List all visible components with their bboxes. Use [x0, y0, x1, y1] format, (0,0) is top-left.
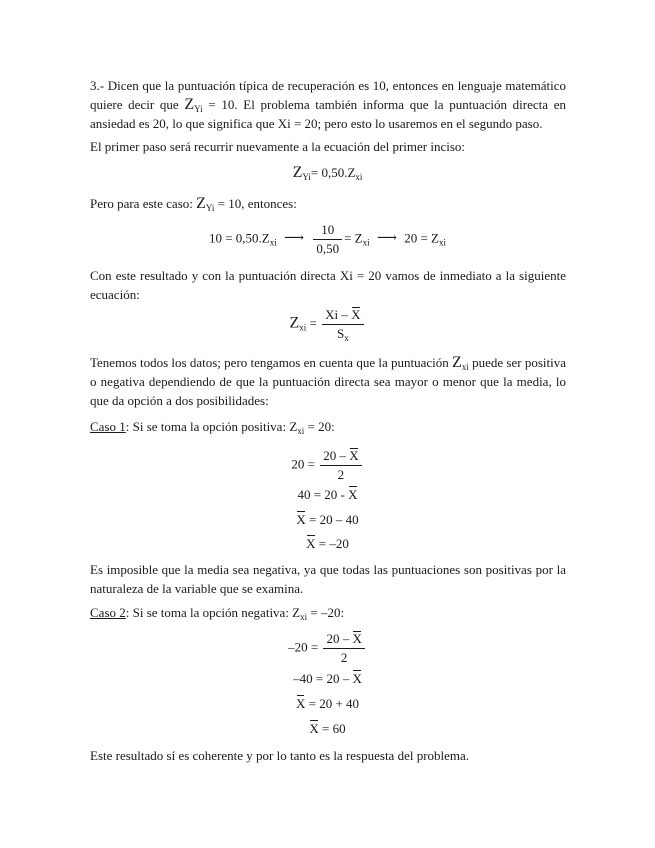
case-2-sub: xi: [300, 612, 308, 622]
paragraph-first-step: [90, 137, 566, 156]
equation-3: [0, 306, 655, 343]
case-2-l2-xbar: X: [352, 671, 362, 686]
case-2-line-2: [0, 669, 655, 688]
paragraph-conclusion: [90, 746, 566, 765]
case-2-line-1: [0, 630, 655, 667]
paragraph-this-case: [90, 194, 566, 213]
arrow-right-icon: ⟶: [376, 231, 397, 247]
data-z-sub: xi: [461, 362, 469, 372]
eq3-equals: =: [306, 315, 321, 331]
case-1-l2: 40 = 20 -: [297, 487, 349, 502]
case-1-l4: = –20: [315, 536, 349, 551]
z-subscript: Yi: [194, 104, 203, 114]
case-1-l2-xbar: X: [348, 487, 358, 502]
intro-text-b: . El problema también informa que la puntuación directa en ansiedad es 20, lo que significa que Xi = 20; pero esto lo usaremos en el segundo paso.: [90, 97, 566, 131]
first-step-text: El primer paso será recurrir nuevamente a la ecuación del primer inciso:: [90, 139, 466, 154]
equation-2: [0, 221, 655, 258]
eq2-sub1: xi: [269, 237, 277, 248]
eq3-denominator: [322, 325, 363, 343]
this-case-z-sub: Yi: [205, 203, 215, 213]
paragraph-next-equation: [90, 266, 566, 304]
case-1-l1-left: 20 =: [291, 456, 319, 472]
eq3-den-sub: x: [344, 333, 349, 343]
paragraph-data: [90, 353, 566, 410]
paragraph-impossible: [90, 560, 566, 598]
case-1-l4-xbar: X: [306, 536, 316, 551]
case-1-fraction: [320, 447, 361, 484]
case-1-xbar: X: [349, 448, 359, 463]
conclusion-text: Este resultado sí es coherente y por lo tanto es la respuesta del problema.: [90, 748, 470, 763]
paragraph-intro: [90, 76, 566, 133]
eq2-mid: = Z: [344, 230, 363, 246]
case-1-l3-xbar: X: [296, 512, 306, 527]
eq2-numerator: 10: [313, 221, 342, 240]
case-2-fraction: [323, 630, 364, 667]
this-case-z: Z: [196, 195, 206, 212]
this-case-text-b: = 10, entonces:: [214, 196, 297, 211]
eq3-xbar: X: [351, 307, 361, 322]
case-1-denominator: 2: [337, 467, 345, 482]
eq3-numerator: [322, 306, 363, 325]
arrow-right-icon: ⟶: [284, 231, 305, 247]
case-1-l3: = 20 – 40: [305, 512, 359, 527]
case-2-line-3: [0, 694, 655, 713]
case-1-line-4: [0, 534, 655, 553]
eq2-left: 10 = 0,50.Z: [208, 230, 270, 246]
case-2-num-text: 20 –: [326, 631, 353, 646]
data-z: Z: [452, 354, 462, 371]
eq3-fraction: [322, 306, 363, 343]
eq1-rhs: = 0,50.Z: [310, 165, 356, 180]
eq3-num-text: Xi –: [325, 307, 352, 322]
eq2-sub2: xi: [362, 237, 370, 248]
case-2-line-4: [0, 719, 655, 738]
eq2-right: 20 = Z: [404, 230, 439, 246]
eq3-den-text: S: [336, 326, 345, 341]
eq1-z: Z: [292, 164, 303, 181]
case-2-tail: = –20:: [307, 605, 345, 620]
data-text-a: Tenemos todos los datos; pero tengamos en cuenta que la puntuación: [90, 355, 453, 370]
eq1-x-sub: xi: [355, 172, 363, 182]
case-1-num-text: 20 –: [323, 448, 350, 463]
z-value: = 10: [202, 97, 235, 112]
eq2-denominator: 0,50: [316, 241, 340, 256]
next-equation-text: Con este resultado y con la puntuación directa Xi = 20 vamos de inmediato a la siguiente ecuación:: [90, 268, 566, 302]
case-2-xbar: X: [352, 631, 362, 646]
intro-text-a: 3.- Dicen que la puntuación típica de recuperación es 10, entonces en lenguaje matemático quiere decir que: [90, 78, 566, 112]
eq3-z: Z: [289, 314, 300, 332]
impossible-text: Es imposible que la media sea negativa, ya que todas las puntuaciones son positivas por la naturaleza de la variable que se examina.: [90, 562, 566, 596]
case-1-label: Caso 1: [90, 419, 126, 434]
equation-1: [0, 163, 655, 182]
eq2-fraction: [313, 221, 342, 258]
case-2-text: : Si se toma la opción negativa: Z: [125, 605, 301, 620]
case-1-tail: = 20:: [304, 419, 335, 434]
case-1-text: : Si se toma la opción positiva: Z: [125, 419, 298, 434]
case-1-sub: xi: [297, 426, 305, 436]
case-1-line-2: [0, 485, 655, 504]
case-2-denominator: 2: [340, 650, 348, 665]
case-2-l4-xbar: X: [309, 721, 319, 736]
eq1-z-sub: Yi: [302, 172, 311, 182]
case-2-heading: [90, 603, 566, 622]
case-2-label: Caso 2: [90, 605, 126, 620]
this-case-text-a: Pero para este caso:: [90, 196, 197, 211]
data-text-b: puede ser positiva o negativa dependiendo de que la puntuación directa sea mayor o menor que la media, lo que da opción a dos posibilidades:: [90, 355, 566, 408]
eq2-sub3: xi: [439, 237, 447, 248]
case-2-l4: = 60: [318, 721, 346, 736]
eq3-z-sub: xi: [299, 322, 307, 333]
case-2-l3: = 20 + 40: [305, 696, 360, 711]
case-2-l2: –40 = 20 –: [293, 671, 353, 686]
case-1-heading: [90, 417, 566, 436]
case-1-numerator: [320, 447, 361, 466]
case-1-line-1: [0, 447, 655, 484]
case-2-l3-xbar: X: [295, 696, 306, 711]
case-1-line-3: [0, 510, 655, 529]
case-2-numerator: [323, 630, 364, 649]
z-symbol: Z: [184, 96, 195, 113]
case-2-l1-left: –20 =: [288, 639, 322, 655]
